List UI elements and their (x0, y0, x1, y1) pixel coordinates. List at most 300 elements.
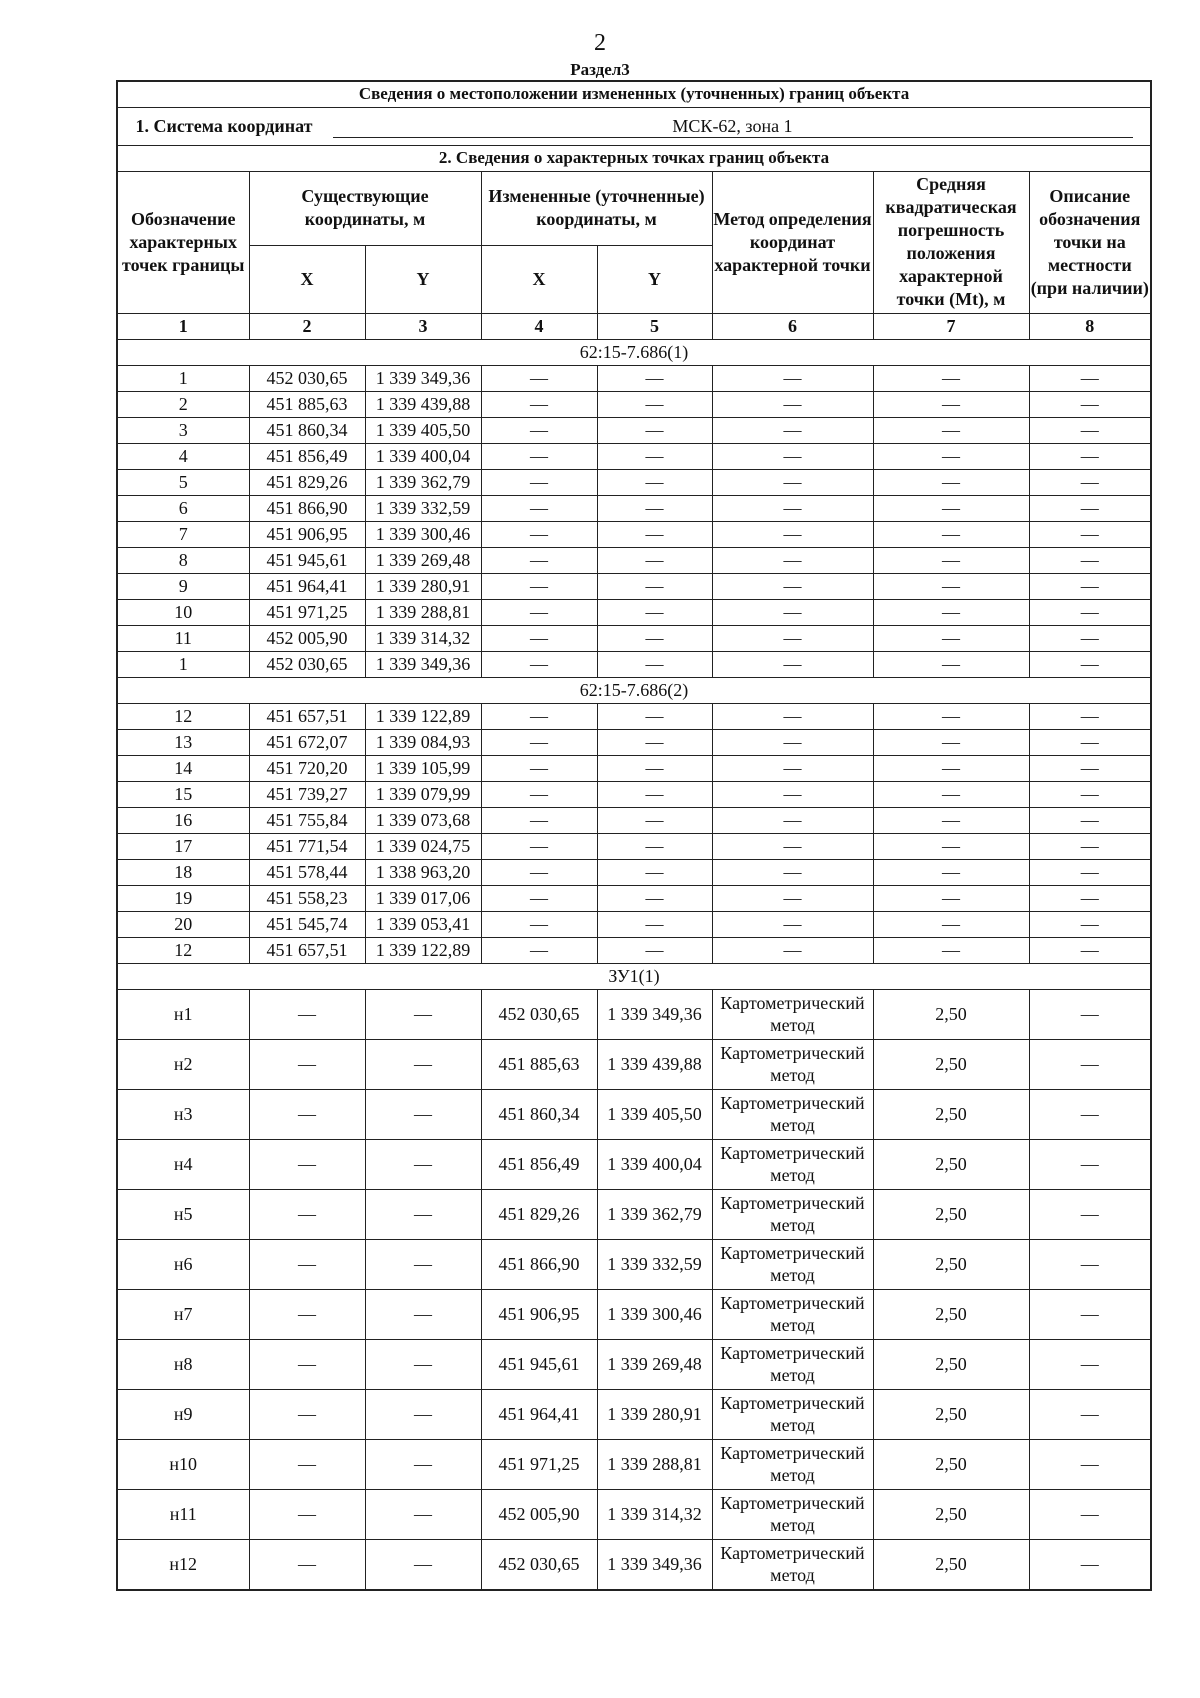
changed-x: — (481, 547, 597, 573)
method: — (712, 833, 873, 859)
point-description: — (1029, 417, 1151, 443)
method: — (712, 625, 873, 651)
changed-y: — (597, 495, 712, 521)
mean-error: — (873, 365, 1029, 391)
point-description: — (1029, 1089, 1151, 1139)
method: — (712, 391, 873, 417)
point-description: — (1029, 1389, 1151, 1439)
existing-x: 452 005,90 (249, 625, 365, 651)
col-header-point: Обозначение характерных точек границы (117, 171, 249, 313)
column-number: 1 (117, 313, 249, 339)
changed-x: 452 030,65 (481, 1539, 597, 1590)
existing-y: 1 339 314,32 (365, 625, 481, 651)
point-description: — (1029, 1189, 1151, 1239)
changed-x: 451 885,63 (481, 1039, 597, 1089)
mean-error: 2,50 (873, 1139, 1029, 1189)
method: — (712, 885, 873, 911)
existing-x: 451 545,74 (249, 911, 365, 937)
point-name: 1 (117, 365, 249, 391)
existing-x: — (249, 989, 365, 1039)
existing-y: 1 339 084,93 (365, 729, 481, 755)
existing-y: 1 339 280,91 (365, 573, 481, 599)
point-name: 19 (117, 885, 249, 911)
mean-error: — (873, 859, 1029, 885)
group-label-row (117, 963, 1151, 989)
existing-y: 1 339 362,79 (365, 469, 481, 495)
point-name: н6 (117, 1239, 249, 1289)
existing-y: 1 339 349,36 (365, 365, 481, 391)
method: — (712, 859, 873, 885)
mean-error: — (873, 417, 1029, 443)
changed-x: — (481, 703, 597, 729)
existing-y: — (365, 1189, 481, 1239)
column-number: 3 (365, 313, 481, 339)
table-row (117, 937, 1151, 963)
existing-y: — (365, 1289, 481, 1339)
point-name: 16 (117, 807, 249, 833)
method: — (712, 573, 873, 599)
point-description: — (1029, 755, 1151, 781)
existing-x: 451 657,51 (249, 937, 365, 963)
changed-y: — (597, 599, 712, 625)
table-row (117, 1039, 1151, 1089)
point-name: 13 (117, 729, 249, 755)
mean-error: 2,50 (873, 1339, 1029, 1389)
table-row (117, 365, 1151, 391)
existing-y: 1 339 017,06 (365, 885, 481, 911)
method: — (712, 547, 873, 573)
changed-x: — (481, 365, 597, 391)
point-name: 20 (117, 911, 249, 937)
existing-y: — (365, 1139, 481, 1189)
existing-x: 451 755,84 (249, 807, 365, 833)
changed-x: 451 971,25 (481, 1439, 597, 1489)
method: Картометрический метод (712, 1039, 873, 1089)
point-description: — (1029, 807, 1151, 833)
changed-x: — (481, 599, 597, 625)
existing-y: — (365, 1239, 481, 1289)
existing-x: — (249, 1239, 365, 1289)
changed-x: — (481, 651, 597, 677)
changed-y: — (597, 755, 712, 781)
point-name: н1 (117, 989, 249, 1039)
mean-error: — (873, 391, 1029, 417)
point-description: — (1029, 911, 1151, 937)
existing-x: 451 856,49 (249, 443, 365, 469)
existing-y: 1 339 439,88 (365, 391, 481, 417)
main-header: Сведения о местоположении измененных (уточненных) границ объекта (117, 81, 1151, 107)
mean-error: 2,50 (873, 1289, 1029, 1339)
table-row (117, 625, 1151, 651)
point-description: — (1029, 443, 1151, 469)
existing-x: 451 739,27 (249, 781, 365, 807)
method: Картометрический метод (712, 1289, 873, 1339)
section-title: Раздел3 (570, 60, 630, 79)
existing-y: 1 339 288,81 (365, 599, 481, 625)
existing-x: — (249, 1289, 365, 1339)
table-row (117, 885, 1151, 911)
changed-x: 451 906,95 (481, 1289, 597, 1339)
changed-y: — (597, 547, 712, 573)
method: Картометрический метод (712, 1189, 873, 1239)
changed-x: 451 856,49 (481, 1139, 597, 1189)
method: — (712, 729, 873, 755)
point-name: 4 (117, 443, 249, 469)
table-row (117, 807, 1151, 833)
point-description: — (1029, 1489, 1151, 1539)
point-description: — (1029, 651, 1151, 677)
method: — (712, 495, 873, 521)
changed-x: — (481, 937, 597, 963)
changed-y: 1 339 280,91 (597, 1389, 712, 1439)
point-description: — (1029, 625, 1151, 651)
changed-x: — (481, 807, 597, 833)
point-description: — (1029, 703, 1151, 729)
table-row (117, 573, 1151, 599)
mean-error: 2,50 (873, 989, 1029, 1039)
point-description: — (1029, 365, 1151, 391)
existing-y: 1 339 405,50 (365, 417, 481, 443)
point-description: — (1029, 1439, 1151, 1489)
mean-error: 2,50 (873, 1489, 1029, 1539)
mean-error: — (873, 703, 1029, 729)
existing-y: 1 339 073,68 (365, 807, 481, 833)
method: — (712, 599, 873, 625)
changed-y: — (597, 573, 712, 599)
existing-y: — (365, 1089, 481, 1139)
existing-x: — (249, 1139, 365, 1189)
table-row (117, 495, 1151, 521)
table-row (117, 911, 1151, 937)
changed-x: — (481, 469, 597, 495)
point-description: — (1029, 599, 1151, 625)
column-number: 2 (249, 313, 365, 339)
table-row (117, 1239, 1151, 1289)
changed-x: — (481, 833, 597, 859)
changed-x: — (481, 729, 597, 755)
existing-x: 452 030,65 (249, 651, 365, 677)
point-description: — (1029, 521, 1151, 547)
point-name: н3 (117, 1089, 249, 1139)
col-header-x-changed: X (481, 245, 597, 313)
changed-y: — (597, 651, 712, 677)
point-name: 12 (117, 703, 249, 729)
existing-y: — (365, 1039, 481, 1089)
changed-x: 451 829,26 (481, 1189, 597, 1239)
existing-x: 451 971,25 (249, 599, 365, 625)
existing-y: 1 339 122,89 (365, 703, 481, 729)
table-row (117, 781, 1151, 807)
mean-error: — (873, 469, 1029, 495)
mean-error: 2,50 (873, 1039, 1029, 1089)
table-row (117, 1189, 1151, 1239)
changed-y: 1 339 332,59 (597, 1239, 712, 1289)
existing-y: — (365, 1489, 481, 1539)
column-number: 4 (481, 313, 597, 339)
table-row (117, 1139, 1151, 1189)
existing-y: 1 339 079,99 (365, 781, 481, 807)
mean-error: — (873, 521, 1029, 547)
method: — (712, 781, 873, 807)
mean-error: — (873, 885, 1029, 911)
column-number: 7 (873, 313, 1029, 339)
mean-error: — (873, 833, 1029, 859)
table-row (117, 1539, 1151, 1590)
changed-y: 1 339 439,88 (597, 1039, 712, 1089)
changed-x: — (481, 495, 597, 521)
existing-y: 1 339 349,36 (365, 651, 481, 677)
existing-x: 451 558,23 (249, 885, 365, 911)
changed-y: 1 339 314,32 (597, 1489, 712, 1539)
changed-y: — (597, 521, 712, 547)
page-number: 2 (594, 30, 606, 56)
existing-x: 451 866,90 (249, 495, 365, 521)
changed-y: — (597, 807, 712, 833)
table-row (117, 1489, 1151, 1539)
point-description: — (1029, 859, 1151, 885)
method: Картометрический метод (712, 1389, 873, 1439)
group-label-row (117, 339, 1151, 365)
column-number: 8 (1029, 313, 1151, 339)
point-name: н10 (117, 1439, 249, 1489)
changed-x: — (481, 573, 597, 599)
existing-x: 451 885,63 (249, 391, 365, 417)
col-header-y-existing: Y (365, 245, 481, 313)
table-row (117, 1439, 1151, 1489)
existing-y: 1 339 300,46 (365, 521, 481, 547)
changed-y: 1 339 349,36 (597, 1539, 712, 1590)
point-name: н7 (117, 1289, 249, 1339)
changed-y: — (597, 469, 712, 495)
point-description: — (1029, 391, 1151, 417)
changed-x: — (481, 521, 597, 547)
col-header-error: Средняя квадратическая погрешность положения характерной точки (Mt), м (873, 171, 1029, 313)
group-label: ЗУ1(1) (117, 963, 1151, 989)
mean-error: — (873, 495, 1029, 521)
point-name: 7 (117, 521, 249, 547)
table-row (117, 599, 1151, 625)
existing-x: 451 672,07 (249, 729, 365, 755)
mean-error: — (873, 599, 1029, 625)
mean-error: 2,50 (873, 1239, 1029, 1289)
existing-x: 451 720,20 (249, 755, 365, 781)
method: — (712, 807, 873, 833)
changed-x: 451 860,34 (481, 1089, 597, 1139)
mean-error: — (873, 547, 1029, 573)
existing-x: 451 657,51 (249, 703, 365, 729)
existing-x: 451 860,34 (249, 417, 365, 443)
point-description: — (1029, 937, 1151, 963)
existing-x: 451 964,41 (249, 573, 365, 599)
mean-error: 2,50 (873, 1189, 1029, 1239)
col-header-existing: Существующие координаты, м (249, 171, 481, 245)
changed-y: — (597, 443, 712, 469)
col-header-method: Метод определения координат характерной точки (712, 171, 873, 313)
point-name: 1 (117, 651, 249, 677)
coordinate-system-row (117, 107, 1151, 145)
mean-error: — (873, 573, 1029, 599)
table-row (117, 989, 1151, 1039)
point-description: — (1029, 573, 1151, 599)
col-header-changed: Измененные (уточненные) координаты, м (481, 171, 712, 245)
existing-x: 451 578,44 (249, 859, 365, 885)
table-row (117, 1089, 1151, 1139)
mean-error: 2,50 (873, 1439, 1029, 1489)
method: Картометрический метод (712, 1339, 873, 1389)
point-name: н2 (117, 1039, 249, 1089)
point-name: н5 (117, 1189, 249, 1239)
table-row (117, 651, 1151, 677)
changed-y: — (597, 365, 712, 391)
point-name: н11 (117, 1489, 249, 1539)
changed-x: — (481, 443, 597, 469)
mean-error: — (873, 937, 1029, 963)
changed-y: — (597, 859, 712, 885)
mean-error: — (873, 625, 1029, 651)
changed-y: — (597, 911, 712, 937)
point-description: — (1029, 1539, 1151, 1590)
method: Картометрический метод (712, 1139, 873, 1189)
point-name: 10 (117, 599, 249, 625)
point-description: — (1029, 885, 1151, 911)
existing-x: 451 829,26 (249, 469, 365, 495)
changed-y: — (597, 937, 712, 963)
existing-x: 452 030,65 (249, 365, 365, 391)
point-name: 14 (117, 755, 249, 781)
existing-x: — (249, 1339, 365, 1389)
changed-x: — (481, 781, 597, 807)
point-description: — (1029, 495, 1151, 521)
point-name: 15 (117, 781, 249, 807)
changed-y: 1 339 349,36 (597, 989, 712, 1039)
point-name: н9 (117, 1389, 249, 1439)
changed-x: — (481, 417, 597, 443)
existing-x: 451 906,95 (249, 521, 365, 547)
coordinate-system-value: МСК-62, зона 1 (333, 115, 1133, 138)
point-description: — (1029, 833, 1151, 859)
existing-y: 1 339 122,89 (365, 937, 481, 963)
table-row (117, 521, 1151, 547)
table-row (117, 859, 1151, 885)
existing-x: — (249, 1089, 365, 1139)
changed-x: 451 964,41 (481, 1389, 597, 1439)
method: — (712, 365, 873, 391)
col-header-x-existing: X (249, 245, 365, 313)
point-name: 18 (117, 859, 249, 885)
method: Картометрический метод (712, 1439, 873, 1489)
existing-y: 1 338 963,20 (365, 859, 481, 885)
existing-y: — (365, 1389, 481, 1439)
point-description: — (1029, 989, 1151, 1039)
method: Картометрический метод (712, 1089, 873, 1139)
table-row (117, 547, 1151, 573)
table-row (117, 417, 1151, 443)
changed-y: 1 339 405,50 (597, 1089, 712, 1139)
existing-x: — (249, 1389, 365, 1439)
point-name: 9 (117, 573, 249, 599)
mean-error: 2,50 (873, 1539, 1029, 1590)
method: — (712, 911, 873, 937)
method: Картометрический метод (712, 1539, 873, 1590)
existing-y: 1 339 400,04 (365, 443, 481, 469)
changed-x: — (481, 625, 597, 651)
existing-y: — (365, 1339, 481, 1389)
method: Картометрический метод (712, 1239, 873, 1289)
mean-error: — (873, 781, 1029, 807)
table-row (117, 1289, 1151, 1339)
changed-y: — (597, 625, 712, 651)
point-name: 2 (117, 391, 249, 417)
column-number: 6 (712, 313, 873, 339)
table-row (117, 833, 1151, 859)
group-label-row (117, 677, 1151, 703)
changed-y: — (597, 417, 712, 443)
changed-x: 451 945,61 (481, 1339, 597, 1389)
changed-x: — (481, 911, 597, 937)
point-description: — (1029, 729, 1151, 755)
table-row (117, 755, 1151, 781)
col-header-description: Описание обозначения точки на местности (при наличии) (1029, 171, 1151, 313)
existing-x: — (249, 1489, 365, 1539)
changed-x: 452 030,65 (481, 989, 597, 1039)
method: — (712, 469, 873, 495)
existing-x: — (249, 1189, 365, 1239)
existing-y: 1 339 053,41 (365, 911, 481, 937)
changed-x: — (481, 859, 597, 885)
changed-y: — (597, 781, 712, 807)
changed-x: — (481, 755, 597, 781)
point-name: н12 (117, 1539, 249, 1590)
existing-y: — (365, 989, 481, 1039)
point-description: — (1029, 781, 1151, 807)
existing-y: 1 339 269,48 (365, 547, 481, 573)
mean-error: — (873, 443, 1029, 469)
table-row (117, 443, 1151, 469)
point-name: 11 (117, 625, 249, 651)
point-name: 6 (117, 495, 249, 521)
point-description: — (1029, 1239, 1151, 1289)
col-header-y-changed: Y (597, 245, 712, 313)
point-name: 12 (117, 937, 249, 963)
mean-error: — (873, 729, 1029, 755)
existing-y: 1 339 105,99 (365, 755, 481, 781)
table-row (117, 1339, 1151, 1389)
table-row (117, 469, 1151, 495)
mean-error: — (873, 911, 1029, 937)
point-name: 8 (117, 547, 249, 573)
mean-error: — (873, 755, 1029, 781)
point-name: 3 (117, 417, 249, 443)
coordinate-system-label: 1. Система координат (135, 115, 313, 136)
mean-error: — (873, 807, 1029, 833)
mean-error: — (873, 651, 1029, 677)
method: — (712, 651, 873, 677)
mean-error: 2,50 (873, 1389, 1029, 1439)
changed-x: — (481, 391, 597, 417)
existing-x: — (249, 1439, 365, 1489)
existing-x: 451 945,61 (249, 547, 365, 573)
method: — (712, 703, 873, 729)
point-name: н8 (117, 1339, 249, 1389)
changed-x: 452 005,90 (481, 1489, 597, 1539)
method: — (712, 443, 873, 469)
point-description: — (1029, 1139, 1151, 1189)
point-description: — (1029, 1039, 1151, 1089)
point-description: — (1029, 1289, 1151, 1339)
changed-y: — (597, 729, 712, 755)
method: Картометрический метод (712, 1489, 873, 1539)
point-name: 5 (117, 469, 249, 495)
